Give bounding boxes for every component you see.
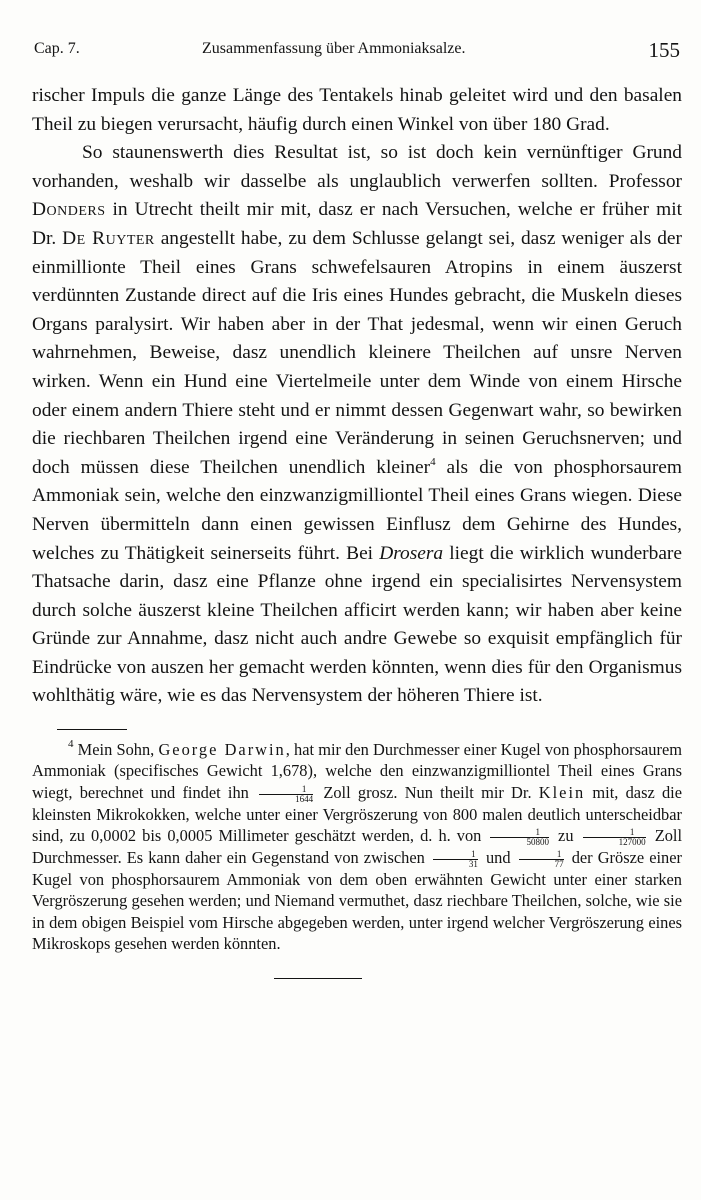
running-title: Zusammenfassung über Ammoniaksalze.: [202, 40, 466, 57]
footnote-paragraph: [32, 739, 682, 954]
main-text: [22, 82, 682, 711]
text-run: angestellt habe, zu dem Schlusse gelangt sei, dasz weniger als der einmillionte Theil eines Grans schwefelsauren Atropins in einem äuszerst verdünnten Zustande direct auf die Iris eines Hundes gebracht, die Muskeln dieses Organs paralysirt. Wir haben aber in der That jedesmal, wenn wir einen Geruch wahrnehmen, Beweise, dasz unendlich kleinere Theilchen auf unsre Nerven wirken. Wenn ein Hund eine Viertelmeile unter dem Winde von einem Hirsche oder einem andern Thiere steht und er nimmt dessen Gegenwart wahr, so bewirken die riechbaren Theilchen irgend eine Veränderung in seinen Geruchsnerven; und doch müssen diese Theilchen unendlich kleiner: [32, 227, 682, 478]
text-run: als die von phosphorsaurem Ammoniak sein, welche den einzwanzigmilliontel Theil eines Grans wiegen. Diese Nerven übermitteln dann einen gewissen Einflusz dem Gehirne des Hundes, welches zu Thätigkeit seinerseits führt. Bei: [32, 456, 682, 564]
name-klein: Klein: [538, 782, 586, 802]
text-run: in Utrecht theilt mir mit, dasz er nach Versuchen, welche er früher mit Dr.: [32, 199, 682, 249]
running-header: [22, 34, 682, 64]
fraction: $\frac{1}{31}$: [433, 850, 478, 869]
chapter-label: Cap. 7.: [34, 40, 80, 57]
page-number: 155: [648, 38, 680, 62]
name-de-ruyter: De Ruyter: [62, 227, 155, 249]
text-run: , hat mir den Durchmesser einer Kugel von phosphorsaurem Ammoniak (specifisches Gewicht 1,678), welche den einzwanzigmilliontel Theil eines Grans wiegt, berechnet und findet ihn: [32, 740, 682, 802]
footnote-reference: 4: [430, 455, 436, 468]
text-run: liegt die wirklich wunderbare Thatsache darin, dasz eine Pflanze ohne irgend ein specialisirtes Nervensystem durch solche äuszerst kleine Theilchen afficirt werden kann; wir haben aber keine Gründe zur Annahme, dasz nicht auch andre Gewebe so exquisit empfänglich für Eindrücke von auszen her gemacht werden könnten, wenn dies für den Organismus wohlthätig wäre, wie es das Nervensystem der höheren Thiere ist.: [32, 542, 682, 707]
drosera-italic: Drosera: [379, 542, 444, 564]
name-george-darwin: George Darwin: [158, 740, 286, 760]
paragraph-1: rischer Impuls die ganze Länge des Tentakels hinab geleitet wird und den basalen Theil zu biegen verursacht, häufig durch einen Winkel von über 180 Grad.: [32, 85, 682, 135]
text-run: So staunenswerth dies Resultat ist, so ist doch kein vernünftiger Grund vorhanden, weshalb wir dasselbe als unglaublich verwerfen sollten. Professor: [32, 142, 682, 192]
text-run: Zoll Durchmesser. Es kann daher ein Gegenstand von zwischen: [32, 825, 683, 867]
footnote: [22, 739, 682, 954]
text-run: Mein Sohn,: [73, 740, 159, 760]
text-run: der Grösze einer Kugel von phosphorsaurem Ammoniak von dem oben erwähnten Gewicht unter einer starken Vergröszerung gesehen werden; und Niemand vermuthet, dasz riechbare Theilchen, solche, wie sie in dem obigen Beispiel vom Hirsche abgegeben werden, unter irgend welcher Vergröszerung eines Mikroskops gesehen werden könnten.: [32, 847, 682, 953]
fraction: $\frac{1}{50800}$: [490, 828, 549, 847]
footnote-divider: [57, 729, 127, 730]
text-run: zu: [558, 825, 574, 845]
book-page: [22, 34, 682, 979]
name-donders: Donders: [32, 199, 106, 221]
fraction: $\frac{1}{77}$: [519, 850, 564, 869]
fraction: $\frac{1}{1644}$: [259, 785, 313, 804]
text-run: und: [485, 847, 511, 867]
text-run: mit, dasz die kleinsten Mikrokokken, welche unter einer Vergröszerung von 800 malen deutlich unterscheidbar sind, zu 0,0002 bis 0,0005 Millimeter geschätzt werden, d. h. von: [32, 782, 682, 845]
paragraph-2: [32, 139, 682, 711]
fraction: $\frac{1}{127000}$: [583, 828, 646, 847]
end-divider: [274, 978, 362, 979]
text-run: Zoll grosz. Nun theilt mir Dr.: [323, 782, 539, 802]
footnote-mark: 4: [68, 738, 74, 751]
